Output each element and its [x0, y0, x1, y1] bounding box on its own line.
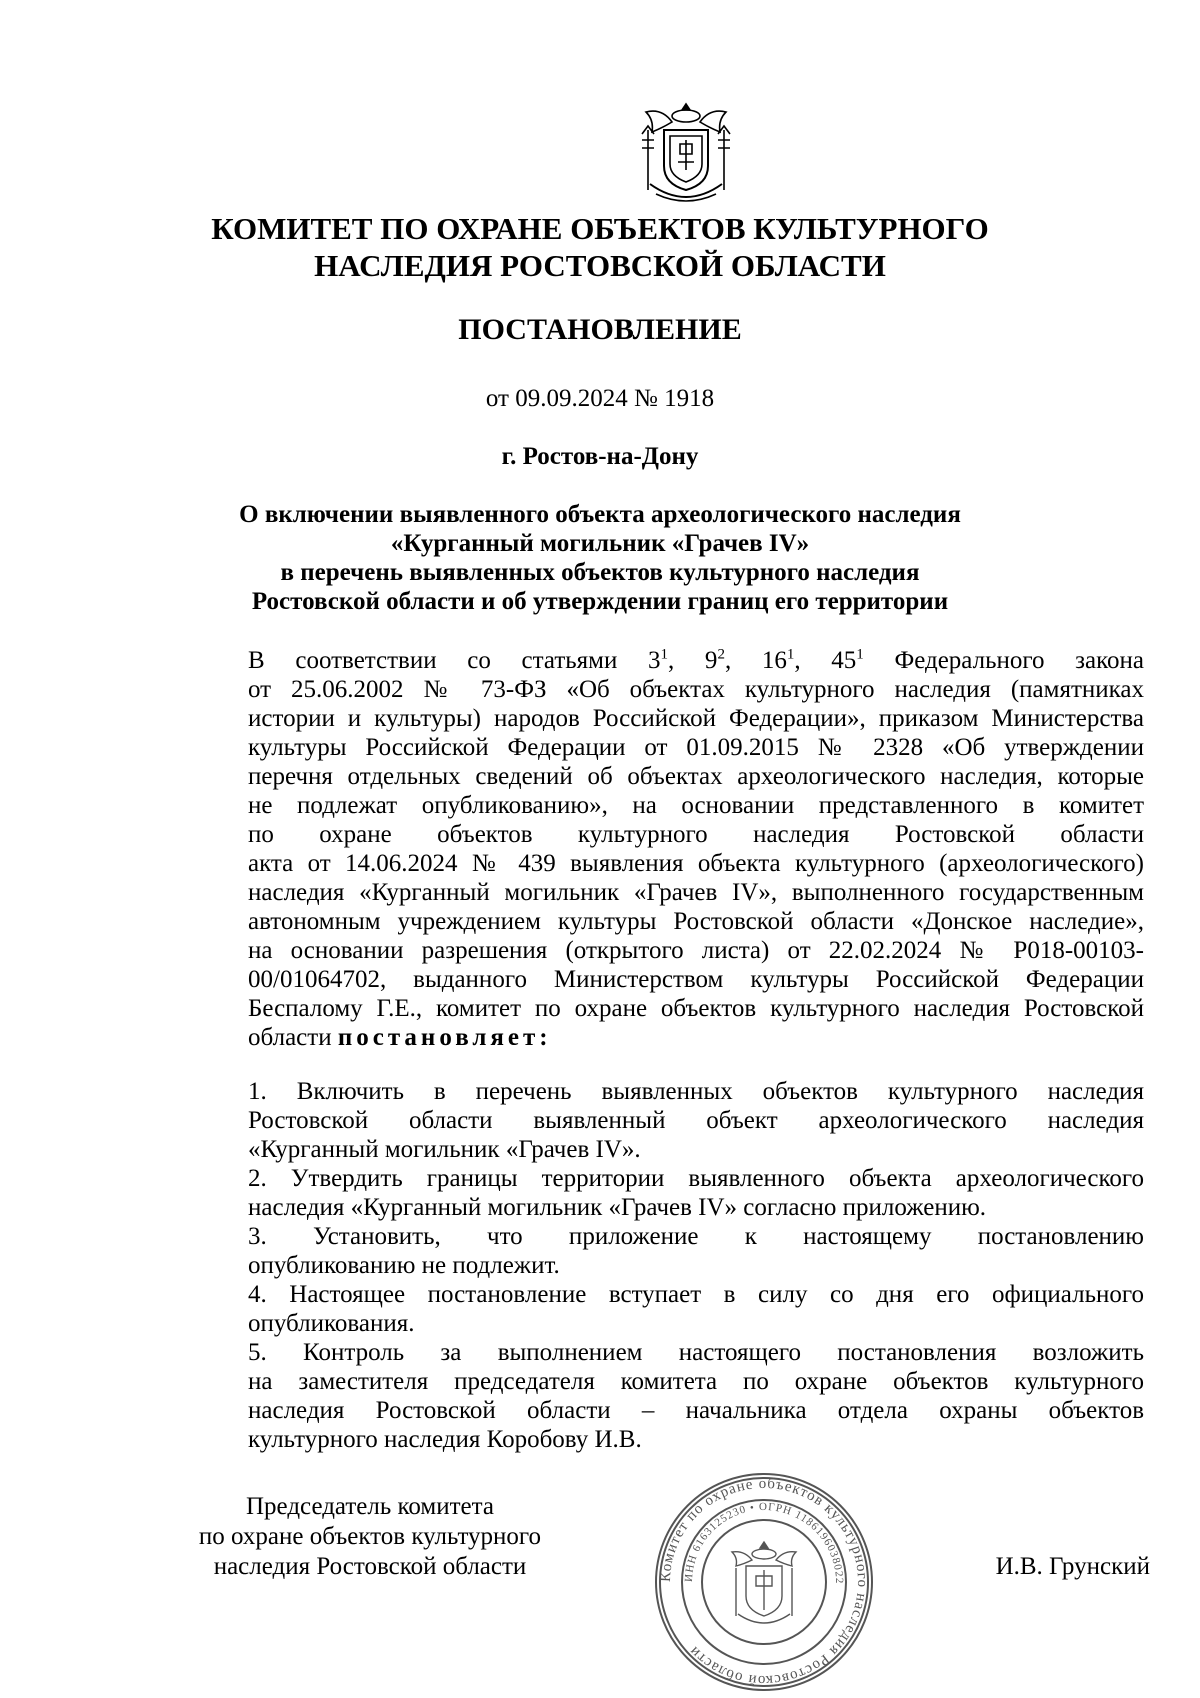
seal-outer-text: Комитет по охране объектов культурного наследия Ростовской области — [657, 1475, 871, 1689]
signatory-position-line: Председатель комитета — [246, 1493, 494, 1520]
subject-line: «Курганный могильник «Грачев IV» — [390, 530, 810, 557]
text-line: наследия Ростовской области – начальника отдела охраны объектов — [248, 1397, 1144, 1424]
superscript: 1 — [660, 646, 669, 663]
text-line: наследия «Курганный могильник «Грачев IV» согласно приложению. — [248, 1194, 987, 1221]
text-segment: , 45 — [794, 647, 857, 674]
item-4 — [172, 1280, 1144, 1338]
text-line: 4. Настоящее постановление вступает в силу со дня его официального — [248, 1281, 1144, 1308]
seal-inner-text: ИНН 6163125230 • ОГРН 1186196038022 — [682, 1500, 846, 1585]
subject-line: Ростовской области и об утверждении границ его территории — [251, 588, 949, 615]
text-line: опубликованию не подлежит. — [248, 1252, 560, 1279]
text-line: на основании разрешения (открытого листа) от 22.02.2024 № Р018-00103- — [248, 937, 1144, 964]
official-seal-icon — [652, 1470, 876, 1694]
text-line: 5. Контроль за выполнением настоящего постановления возложить — [248, 1339, 1144, 1366]
text-line: 3. Установить, что приложение к настоящему постановлению — [248, 1223, 1144, 1250]
item-5 — [172, 1338, 1144, 1454]
subject-line: О включении выявленного объекта археологического наследия — [239, 501, 961, 528]
text-line: «Курганный могильник «Грачев IV». — [248, 1136, 641, 1163]
text-line: перечня отдельных сведений об объектах археологического наследия, которые — [248, 763, 1144, 790]
text-line: на заместителя председателя комитета по охране объектов культурного — [248, 1368, 1144, 1395]
text-line: акта от 14.06.2024 № 439 выявления объекта культурного (археологического) — [248, 850, 1144, 877]
text-line: 1. Включить в перечень выявленных объектов культурного наследия — [248, 1078, 1144, 1105]
text-line: 00/01064702, выданного Министерством культуры Российской Федерации — [248, 966, 1144, 993]
organization-title-line: НАСЛЕДИЯ РОСТОВСКОЙ ОБЛАСТИ — [314, 248, 886, 283]
item-3 — [172, 1222, 1144, 1280]
text-line: Ростовской области выявленный объект археологического наследия — [248, 1107, 1144, 1134]
text-segment: , 16 — [724, 647, 787, 674]
item-1 — [172, 1077, 1144, 1164]
text-line: культуры Российской Федерации от 01.09.2015 № 2328 «Об утверждении — [248, 734, 1144, 761]
text-segment: В соответствии со статьями 3 — [248, 647, 661, 674]
text-line: наследия «Курганный могильник «Грачев IV», выполненного государственным — [248, 879, 1144, 906]
text-line: автономным учреждением культуры Ростовской области «Донское наследие», — [248, 908, 1144, 935]
text-line: от 25.06.2002 № 73-ФЗ «Об объектах культурного наследия (памятниках — [248, 676, 1144, 703]
signatory-position-line: наследия Ростовской области — [213, 1553, 527, 1580]
text-line: опубликования. — [248, 1310, 415, 1337]
text-line: не подлежат опубликованию», на основании представленного в комитет — [248, 792, 1144, 819]
signatory-name: И.В. Грунский — [995, 1553, 1150, 1580]
document-body — [172, 646, 1144, 1454]
document-date-number: от 09.09.2024 № 1918 — [485, 385, 715, 412]
text-line: по охране объектов культурного наследия Ростовской области — [248, 821, 1144, 848]
superscript: 1 — [786, 646, 795, 663]
document-city: г. Ростов-на-Дону — [501, 443, 699, 470]
document-type: ПОСТАНОВЛЕНИЕ — [458, 313, 742, 346]
item-2 — [172, 1164, 1144, 1222]
superscript: 1 — [856, 646, 864, 663]
superscript: 2 — [717, 646, 725, 663]
preamble-paragraph — [172, 646, 1144, 1052]
document-subject — [160, 500, 1040, 616]
text-line: истории и культуры) народов Российской Федерации», приказом Министерства — [248, 705, 1144, 732]
signatory-position — [160, 1492, 580, 1582]
signatory-position-line: по охране объектов культурного — [198, 1523, 542, 1550]
text-line: 2. Утвердить границы территории выявленного объекта археологического — [248, 1165, 1144, 1192]
text-segment: , 9 — [668, 647, 718, 674]
text-line — [172, 1023, 1144, 1052]
coat-of-arms-icon — [628, 100, 744, 208]
text-line: Беспалому Г.Е., комитет по охране объектов культурного наследия Ростовской — [248, 995, 1144, 1022]
text-line: культурного наследия Коробову И.В. — [248, 1426, 642, 1453]
resolution-keyword: постановляет: — [337, 1024, 552, 1051]
text-segment: области — [248, 1024, 338, 1051]
text-segment: Федерального закона — [863, 647, 1144, 674]
text-line — [172, 646, 1144, 675]
subject-line: в перечень выявленных объектов культурного наследия — [280, 559, 920, 586]
organization-title-line: КОМИТЕТ ПО ОХРАНЕ ОБЪЕКТОВ КУЛЬТУРНОГО — [211, 211, 989, 246]
organization-title — [160, 210, 1040, 284]
